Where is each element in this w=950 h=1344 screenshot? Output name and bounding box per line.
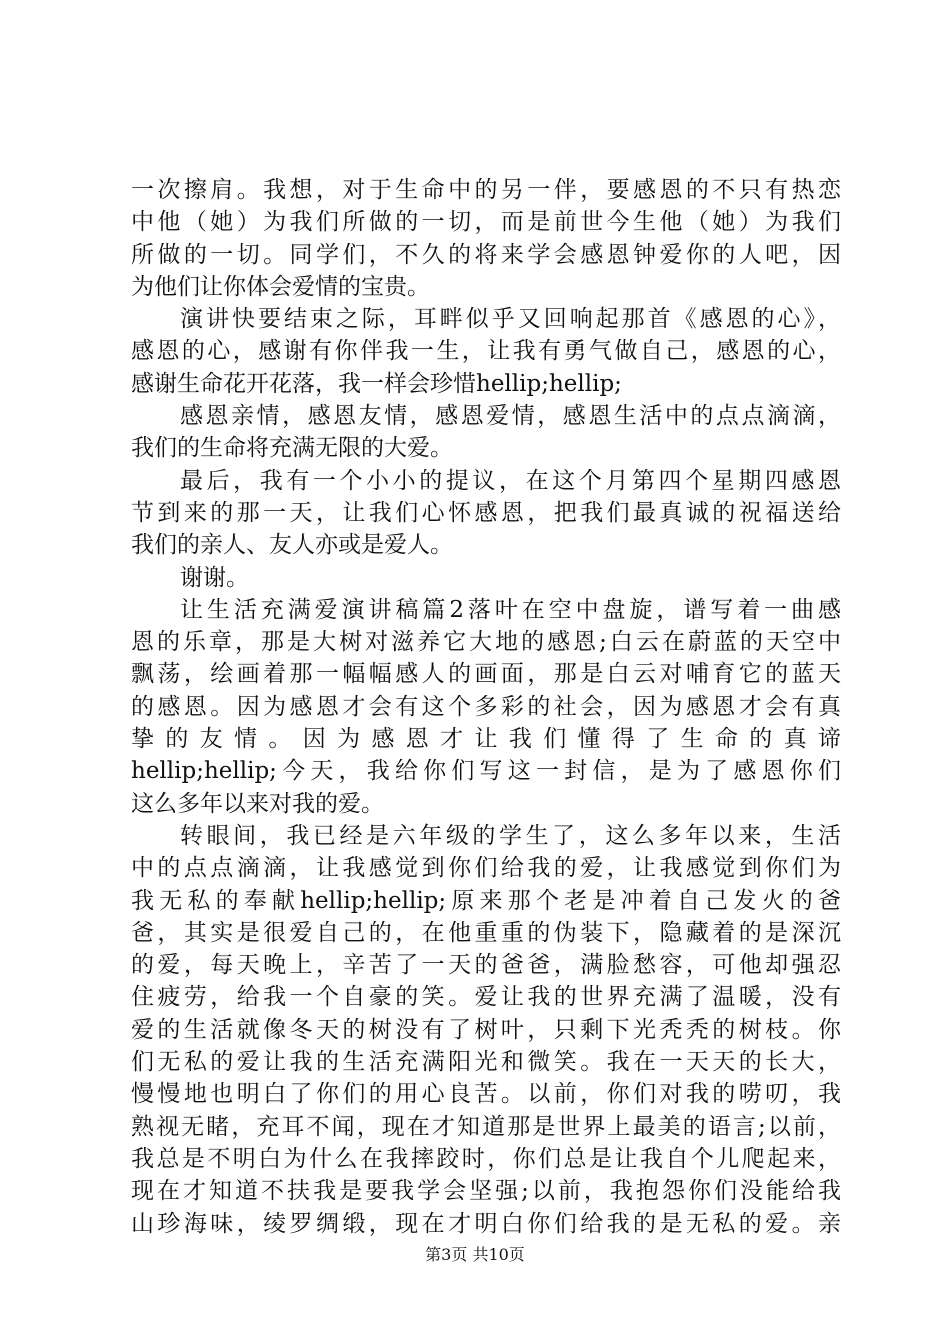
text-line: 转眼间，我已经是六年级的学生了，这么多年以来，生活 — [180, 822, 841, 849]
text-line: 让生活充满爱演讲稿篇2落叶在空中盘旋，谱写着一曲感 — [180, 596, 841, 623]
text-line: 最后，我有一个小小的提议，在这个月第四个星期四感恩 — [180, 467, 841, 494]
text-line: 恩的乐章，那是大树对滋养它大地的感恩;白云在蔚蓝的天空中 — [131, 629, 841, 656]
text-line: 挚的友情。因为感恩才让我们懂得了生命的真谛 — [131, 726, 841, 753]
text-line: 慢慢地也明白了你们的用心良苦。以前，你们对我的唠叨，我 — [131, 1081, 841, 1108]
text-line: 们无私的爱让我的生活充满阳光和微笑。我在一天天的长大， — [131, 1049, 841, 1076]
text-line: 演讲快要结束之际，耳畔似乎又回响起那首《感恩的心》， — [180, 306, 841, 333]
text-line: 感恩亲情，感恩友情，感恩爱情，感恩生活中的点点滴滴， — [180, 403, 841, 430]
text-line: 谢谢。 — [180, 564, 249, 591]
text-line: 一次擦肩。我想，对于生命中的另一伴，要感恩的不只有热恋 — [131, 177, 841, 203]
text-line: 爸，其实是很爱自己的，在他重重的伪装下，隐藏着的是深沉 — [131, 919, 841, 946]
document-body — [131, 174, 841, 1240]
text-line: 我总是不明白为什么在我摔跤时，你们总是让我自个儿爬起来， — [131, 1145, 841, 1172]
text-line: 的感恩。因为感恩才会有这个多彩的社会，因为感恩才会有真 — [131, 693, 841, 720]
text-line: 感谢生命花开花落，我一样会珍惜hellip;hellip; — [131, 370, 622, 397]
text-line: 现在才知道不扶我是要我学会坚强;以前，我抱怨你们没能给我 — [131, 1178, 841, 1205]
text-line: 节到来的那一天，让我们心怀感恩，把我们最真诚的祝福送给 — [131, 499, 841, 526]
text-line: hellip;hellip;今天，我给你们写这一封信，是为了感恩你们 — [131, 758, 841, 785]
text-line: 我无私的奉献hellip;hellip;原来那个老是冲着自己发火的爸 — [131, 887, 841, 914]
text-line: 所做的一切。同学们，不久的将来学会感恩钟爱你的人吧，因 — [131, 241, 841, 268]
text-line: 中的点点滴滴，让我感觉到你们给我的爱，让我感觉到你们为 — [131, 855, 841, 882]
text-line: 这么多年以来对我的爱。 — [131, 790, 384, 817]
text-line: 的爱，每天晚上，辛苦了一天的爸爸，满脸愁容，可他却强忍 — [131, 952, 841, 979]
text-line: 感恩的心，感谢有你伴我一生，让我有勇气做自己，感恩的心， — [131, 338, 841, 365]
page-number-footer: 第3页 共10页 — [425, 1245, 525, 1264]
text-line: 我们的亲人、友人亦或是爱人。 — [131, 532, 453, 559]
text-line: 山珍海味，绫罗绸缎，现在才明白你们给我的是无私的爱。亲 — [131, 1210, 841, 1237]
text-line: 我们的生命将充满无限的大爱。 — [131, 435, 453, 462]
text-line: 飘荡，绘画着那一幅幅感人的画面，那是白云对哺育它的蓝天 — [131, 661, 841, 688]
text-line: 熟视无睹，充耳不闻，现在才知道那是世界上最美的语言;以前， — [131, 1113, 841, 1140]
text-line: 住疲劳，给我一个自豪的笑。爱让我的世界充满了温暖，没有 — [131, 984, 841, 1011]
text-line: 为他们让你体会爱情的宝贵。 — [131, 273, 430, 300]
text-line: 爱的生活就像冬天的树没有了树叶，只剩下光秃秃的树枝。你 — [131, 1016, 841, 1043]
text-line: 中他（她）为我们所做的一切，而是前世今生他（她）为我们 — [131, 209, 841, 236]
